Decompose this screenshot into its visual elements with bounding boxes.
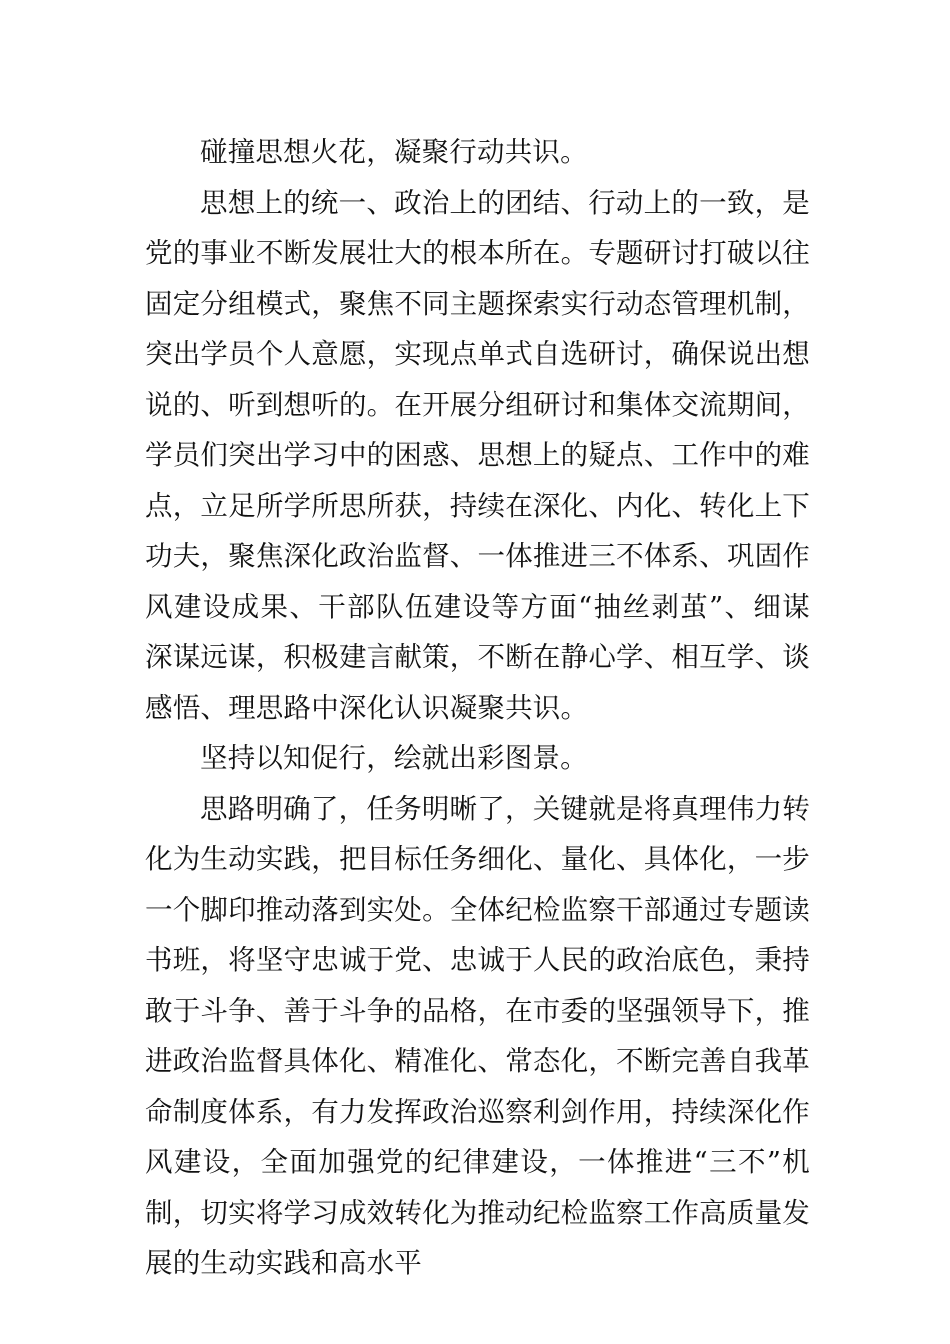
document-body: [145, 127, 810, 1289]
body-paragraph-thought-unity: 思想上的统一、政治上的团结、行动上的一致，是党的事业不断发展壮大的根本所在。专题研讨打破以往固定分组模式，聚焦不同主题探索实行动态管理机制，突出学员个人意愿，实现点单式自选研讨，确保说出想说的、听到想听的。在开展分组研讨和集体交流期间，学员们突出学习中的困惑、思想上的疑点、工作中的难点，立足所学所思所获，持续在深化、内化、转化上下功夫，聚焦深化政治监督、一体推进三不体系、巩固作风建设成果、干部队伍建设等方面“抽丝剥茧”、细谋深谋远谋，积极建言献策，不断在静心学、相互学、谈感悟、理思路中深化认识凝聚共识。: [145, 186, 810, 724]
section-heading-knowledge-action: 坚持以知促行，绘就出彩图景。: [200, 742, 588, 774]
body-paragraph-clear-thinking: 思路明确了，任务明晰了，关键就是将真理伟力转化为生动实践，把目标任务细化、量化、具体化，一步一个脚印推动落到实处。全体纪检监察干部通过专题读书班，将坚守忠诚于党、忠诚于人民的政治底色，秉持敢于斗争、善于斗争的品格，在市委的坚强领导下，推进政治监督具体化、精准化、常态化，不断完善自我革命制度体系，有力发挥政治巡察利剑作用，持续深化作风建设，全面加强党的纪律建设，一体推进“三不”机制，切实将学习成效转化为推动纪检监察工作高质量发展的生动实践和高水平: [145, 792, 810, 1279]
section-heading-collide-ideas: 碰撞思想火花，凝聚行动共识。: [200, 136, 588, 168]
